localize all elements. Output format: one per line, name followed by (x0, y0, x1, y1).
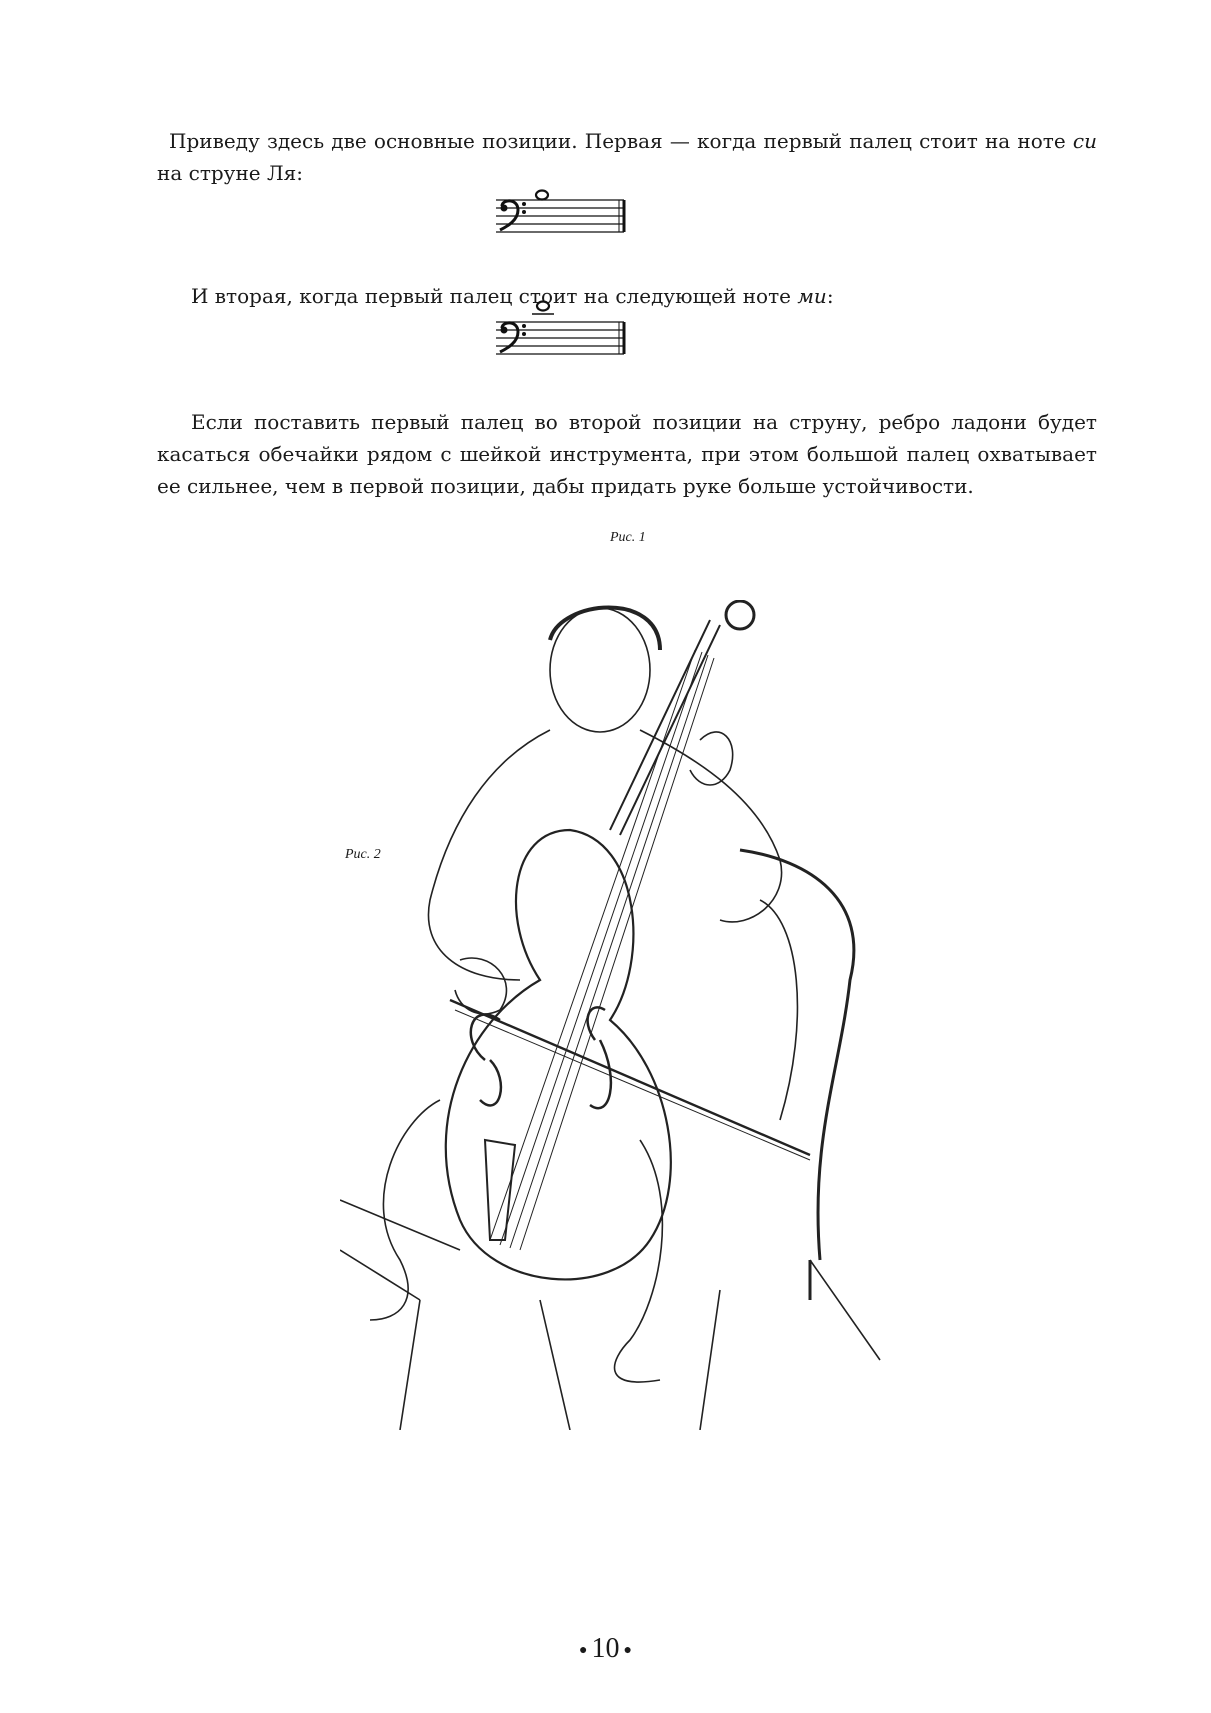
note-head (537, 302, 549, 311)
note-si: си (1072, 129, 1097, 153)
paragraph-hand-position: Если поставить первый палец во второй позиции на струну, ребро ладони будет касаться обечайки рядом с шейкой инструмента, при этом большой палец охватывает ее сильнее, чем в первой позиции, дабы придать руке больше устойчивости. (157, 410, 1097, 498)
cellist-engraving-illustration (340, 600, 900, 1430)
note-head (536, 191, 548, 200)
paragraph-positions-intro: Приведу здесь две основные позиции. Первая — когда первый палец стоит на ноте си на струне Ля: (157, 129, 1097, 185)
note-mi: ми (797, 284, 827, 308)
music-staff-second-position (494, 300, 629, 360)
music-staff-first-position (494, 186, 629, 238)
paragraph-second-position: И вторая, когда первый палец стоит на следующей ноте ми: (191, 284, 834, 308)
figure-caption-1: Рис. 1 (610, 530, 646, 545)
figure-caption-2: Рис. 2 (345, 847, 381, 862)
page-number: ● 10 ● (579, 1633, 632, 1664)
